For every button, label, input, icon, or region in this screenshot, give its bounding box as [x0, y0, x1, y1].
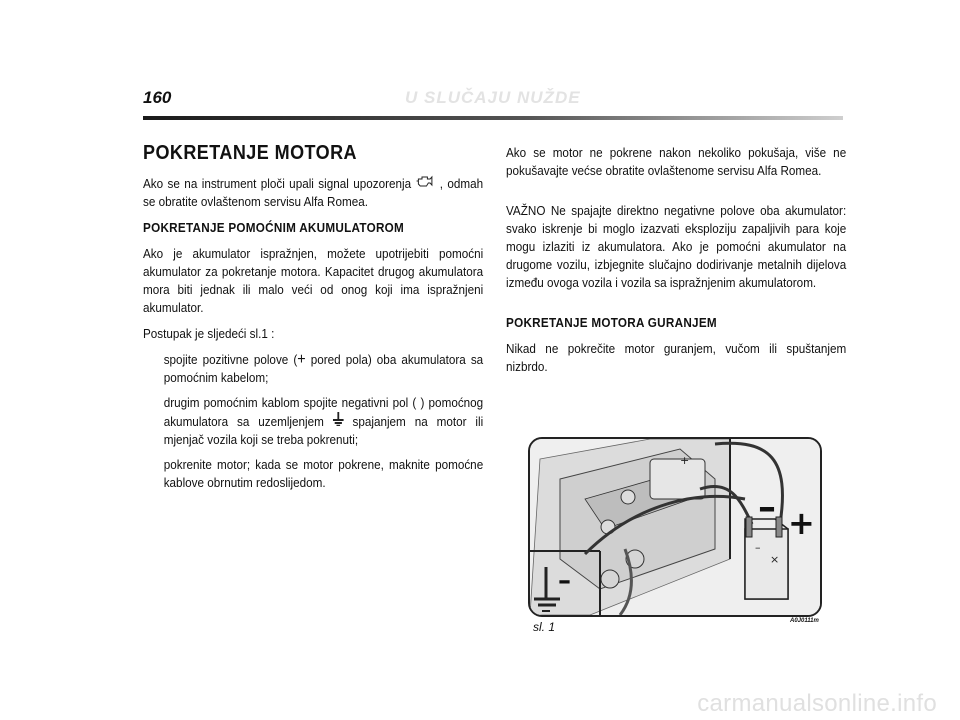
- retry-paragraph: Ako se motor ne pokrene nakon nekoliko pokušaja, više ne pokušavajte većse obratite ovlaštenome servisu Alfa Romea.: [506, 145, 847, 178]
- engine-warning-icon: [416, 174, 436, 193]
- plus-symbol: +: [297, 351, 306, 368]
- minus-symbol: –: [758, 487, 776, 528]
- step-1: [164, 351, 484, 387]
- subtitle-push-start: POKRETANJE MOTORA GURANJEM: [506, 315, 717, 330]
- right-column: [506, 144, 846, 384]
- figure-label: sl. 1: [533, 620, 556, 634]
- push-start-paragraph: Nikad ne pokrečite motor guranjem, vučom ili spuštanjem nizbrdo.: [506, 341, 847, 374]
- small-minus-label: –: [755, 541, 761, 554]
- plus-symbol-large: +: [788, 504, 815, 542]
- step-1-text-after: pored pola) oba akumulatora sa pomoćnim kabelom;: [163, 352, 484, 385]
- page-title: POKRETANJE MOTORA: [143, 142, 358, 164]
- left-column: [143, 144, 483, 499]
- figure-code: A0J0111m: [790, 618, 819, 624]
- small-x-label: ×: [770, 553, 780, 566]
- step-2: [164, 394, 484, 449]
- step-2-text-before: drugim pomoćnim kablom spojite negativni pol ( ) pomoćnog akumulatora sa uzemljenjem: [163, 395, 484, 429]
- ground-icon: [333, 412, 344, 431]
- important-paragraph: VAŽNO Ne spajajte direktno negativne polove oba akumulator: svako iskrenje bi moglo izazvati eksploziju zapaljivih para koje mogu izlaziti iz akumulatora. Ako je pomoćni akumulator na drugome vozilu, izbjegnite slučajno dodirivanje metalnih dijelova između ovoga vozila i vozila sa ispražnjenim akumulatorom.: [506, 203, 847, 290]
- page-number: 160: [143, 88, 172, 107]
- small-plus-label: +: [680, 454, 690, 467]
- intro-text-before: Ako se na instrument ploči upali signal upozorenja: [143, 176, 412, 191]
- step-3: pokrenite motor; kada se motor pokrene, maknite pomoćne kablove obrnutim redoslijedom.: [163, 457, 484, 490]
- watermark: carmanualsonline.info: [697, 690, 937, 717]
- intro-paragraph: [143, 174, 483, 211]
- subtitle-booster: POKRETANJE POMOĆNIM AKUMULATOROM: [143, 220, 405, 235]
- booster-paragraph: Ako je akumulator ispražnjen, možete upotrijebiti pomoćni akumulator za pokretanje motora. Kapacitet drugog akumulatora mora biti jednak ili malo veći od onog koji ima ispražnjeni akumulator.: [143, 246, 484, 315]
- step-2-text-after: spajanjem na motor ili mjenjač vozila koji se treba pokrenuti;: [163, 414, 484, 447]
- section-title: U SLUČAJU NUŽDE: [405, 88, 581, 107]
- header-rule: [143, 116, 843, 120]
- intro-text-after: , odmah se obratite ovlaštenom servisu Alfa Romea.: [143, 176, 484, 209]
- step-1-text-before: spojite pozitivne polove (: [163, 352, 298, 367]
- procedure-intro: Postupak je sljedeći sl.1 :: [143, 326, 275, 341]
- ground-minus-symbol: –: [558, 566, 571, 596]
- jump-start-illustration: [528, 437, 822, 617]
